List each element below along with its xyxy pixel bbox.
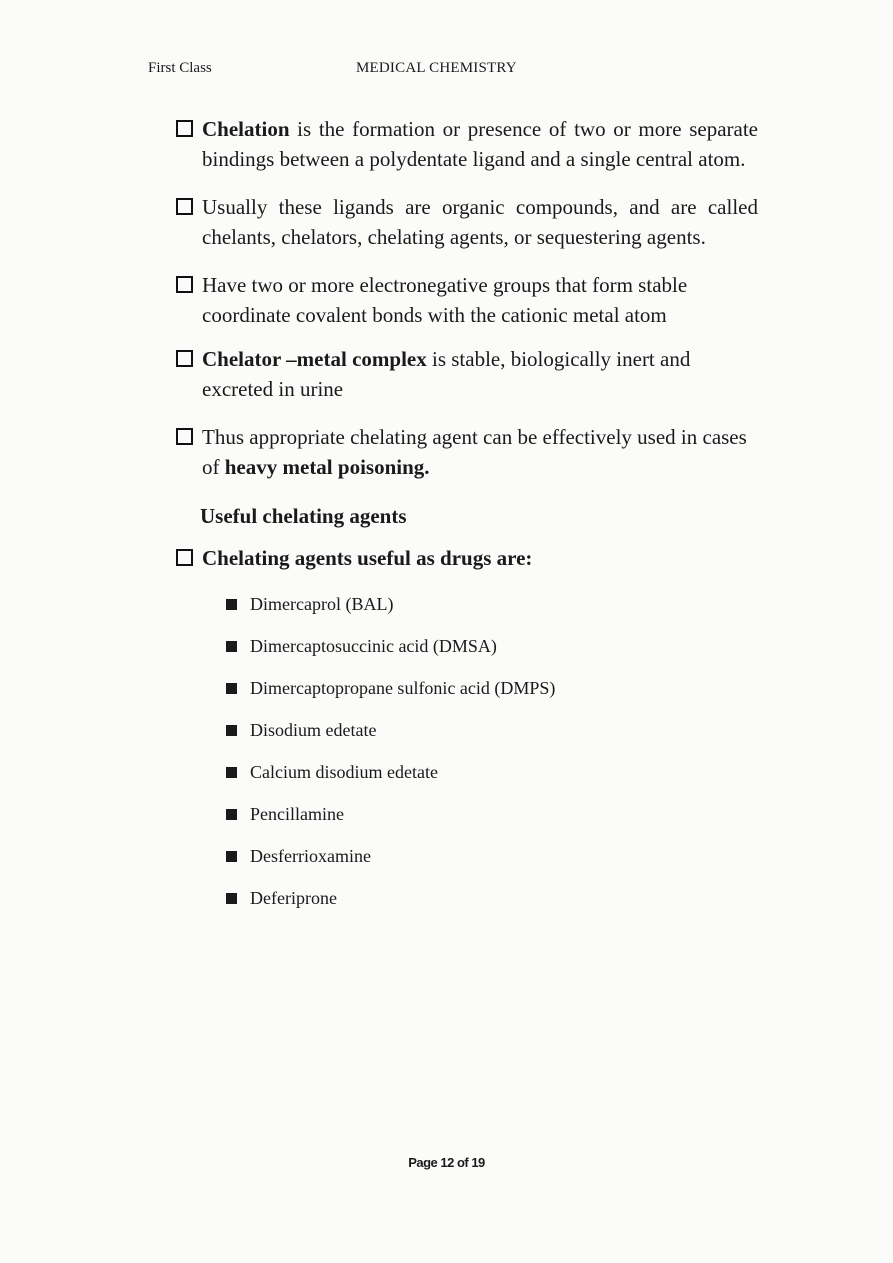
drug-list bbox=[172, 583, 758, 919]
list-item: Dimercaprol (BAL) bbox=[226, 583, 758, 625]
list-item: Calcium disodium edetate bbox=[226, 751, 758, 793]
section-subheading: Useful chelating agents bbox=[200, 504, 407, 528]
square-bullet-icon bbox=[226, 893, 237, 904]
square-bullet-icon bbox=[226, 809, 237, 820]
list-item: Pencillamine bbox=[226, 793, 758, 835]
square-bullet-icon bbox=[226, 599, 237, 610]
checkbox-bullet-icon bbox=[176, 350, 193, 367]
checkbox-bullet-icon bbox=[176, 198, 193, 215]
page-number-footer: Page 12 of 19 bbox=[408, 1155, 485, 1170]
paragraph-text: Chelation is the formation or presence of two or more separate bindings between a polydentate ligand and a single central atom. bbox=[202, 117, 758, 171]
square-bullet-icon bbox=[226, 683, 237, 694]
bullet-paragraph bbox=[172, 422, 758, 482]
bullet-paragraph bbox=[172, 270, 758, 330]
header-class-label: First Class bbox=[148, 60, 212, 76]
bullet-paragraph bbox=[172, 344, 758, 404]
bold-term: Chelation bbox=[202, 117, 290, 141]
checkbox-bullet-icon bbox=[176, 549, 193, 566]
list-item: Desferrioxamine bbox=[226, 835, 758, 877]
drugs-heading: Chelating agents useful as drugs are: bbox=[202, 546, 533, 570]
list-item: Dimercaptopropane sulfonic acid (DMPS) bbox=[226, 667, 758, 709]
content-body bbox=[172, 114, 758, 919]
checkbox-bullet-icon bbox=[176, 428, 193, 445]
checkbox-bullet-icon bbox=[176, 120, 193, 137]
paragraph-text: Have two or more electronegative groups that form stable coordinate covalent bonds with the cationic metal atom bbox=[202, 273, 688, 327]
bold-term: Chelator –metal complex bbox=[202, 347, 427, 371]
bullet-paragraph bbox=[172, 114, 758, 174]
square-bullet-icon bbox=[226, 725, 237, 736]
list-item: Disodium edetate bbox=[226, 709, 758, 751]
square-bullet-icon bbox=[226, 767, 237, 778]
checkbox-bullet-icon bbox=[176, 276, 193, 293]
list-item: Deferiprone bbox=[226, 877, 758, 919]
bullet-paragraph bbox=[172, 192, 758, 252]
list-item: Dimercaptosuccinic acid (DMSA) bbox=[226, 625, 758, 667]
header-subject-title: MEDICAL CHEMISTRY bbox=[356, 60, 517, 76]
bullet-paragraph bbox=[172, 543, 758, 573]
paragraph-text: Chelator –metal complex is stable, biologically inert and excreted in urine bbox=[202, 347, 691, 401]
bold-term: heavy metal poisoning bbox=[224, 455, 425, 479]
paragraph-text: Thus appropriate chelating agent can be effectively used in cases of heavy metal poisoning. bbox=[202, 425, 747, 479]
square-bullet-icon bbox=[226, 641, 237, 652]
square-bullet-icon bbox=[226, 851, 237, 862]
paragraph-text: Usually these ligands are organic compounds, and are called chelants, chelators, chelating agents, or sequestering agents. bbox=[202, 195, 758, 249]
